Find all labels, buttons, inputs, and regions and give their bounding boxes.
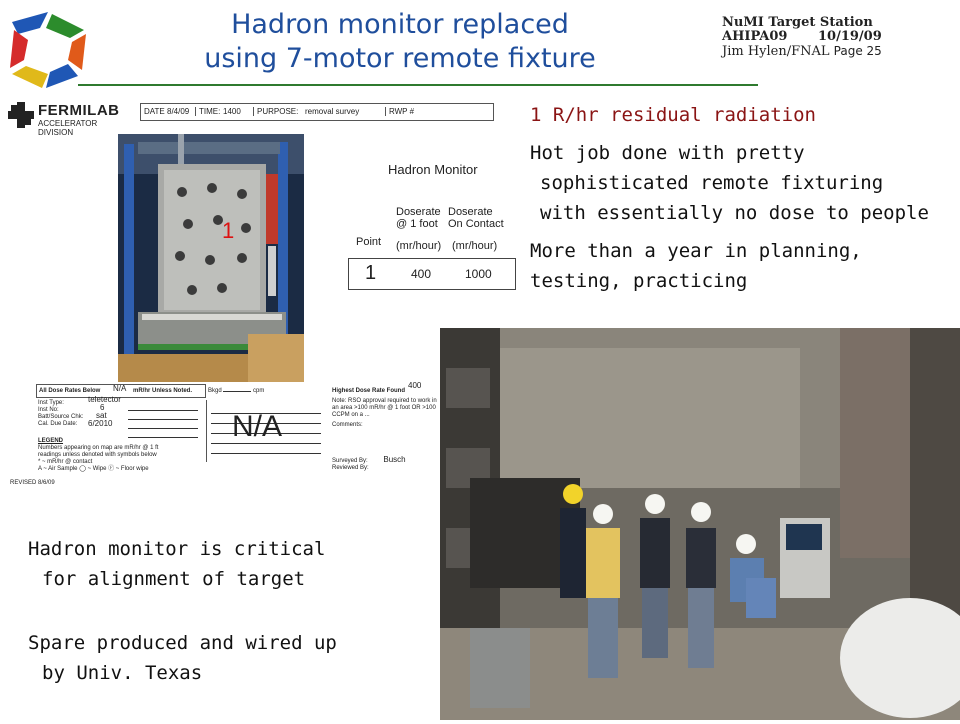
survey-col-headers	[356, 206, 516, 256]
survey-device-title: Hadron Monitor	[388, 162, 478, 177]
purpose-value: removal survey	[305, 107, 360, 116]
row-point: 1	[365, 262, 377, 284]
hw-teletector: teletector	[88, 395, 121, 404]
bottom-notes	[28, 534, 428, 722]
highest-label: Highest Dose Rate Found	[332, 388, 406, 394]
date-value: 8/4/09	[167, 107, 190, 116]
fermilab-name: FERMILAB	[38, 102, 120, 119]
date-label: DATE	[144, 107, 165, 116]
inst-type: Inst Type:	[38, 400, 64, 406]
bkgd-field	[208, 388, 264, 395]
bullet-hot-job-line-2: sophisticated remote fixturing	[540, 172, 884, 194]
bullet-list	[530, 100, 958, 304]
survey-header-row	[140, 103, 494, 121]
dose-rate-header: All Dose Rates Below	[39, 388, 101, 394]
bullet-planning-line-1: More than a year in planning,	[530, 240, 862, 262]
legend	[38, 438, 158, 473]
bkgd-label: Bkgd	[208, 388, 222, 394]
note-critical-line-1: Hadron monitor is critical	[28, 538, 326, 560]
rwp-label: RWP #	[385, 107, 414, 116]
header-date: 10/19/09	[818, 29, 882, 44]
bullet-hot-job	[530, 138, 958, 228]
survey-footer-form	[10, 381, 446, 500]
hw-date: 6/2010	[88, 419, 113, 428]
slide-title	[150, 8, 650, 76]
legend-label: LEGEND	[38, 438, 64, 444]
bullet-hot-job-line-3: with essentially no dose to people	[540, 202, 929, 224]
cal-due: Cal. Due Date:	[38, 421, 78, 427]
survey-row	[348, 258, 516, 290]
header-author: Jim Hylen/FNAL	[722, 44, 830, 59]
revised-date: REVISED 8/6/09	[10, 480, 55, 486]
col-contact-l3: (mr/hour)	[452, 240, 498, 252]
time-label: TIME:	[195, 107, 220, 116]
surveyor-name: Busch	[383, 455, 406, 464]
purpose-label: PURPOSE:	[253, 107, 298, 116]
title-underline	[78, 84, 758, 86]
col-point: Point	[356, 236, 382, 248]
reviewed-by-label: Reviewed By:	[332, 465, 369, 471]
signoff	[332, 456, 444, 472]
time-value: 1400	[223, 107, 241, 116]
hw-sat: sat	[96, 411, 107, 420]
bullet-hot-job-line-1: Hot job done with pretty	[530, 142, 805, 164]
legend-line-1: Numbers appearing on map are mR/hr @ 1 ft	[38, 445, 159, 451]
crew-photo	[440, 328, 960, 720]
legend-line-4: A ~ Air Sample ◯ ~ Wipe Ⓕ ~ Floor wipe	[38, 466, 149, 472]
fermilab-mark-icon	[8, 102, 34, 128]
fermilab-division	[38, 119, 97, 137]
row-contact: 1000	[465, 267, 492, 281]
header-line-2	[722, 30, 952, 44]
bullet-residual-radiation: 1 R/hr residual radiation	[530, 104, 816, 126]
row-foot: 400	[411, 267, 432, 281]
photo-point-marker: 1	[222, 218, 235, 243]
blank-lines	[128, 402, 198, 438]
rso-note: Note: RSO approval required to work in an area >100 mR/hr @ 1 foot OR >100 CCPM on a ...	[332, 398, 437, 418]
highest-value: 400	[408, 381, 422, 390]
inst-no: Inst No:	[38, 407, 59, 413]
instrument-labels	[38, 400, 83, 428]
division-line-1: ACCELERATOR	[38, 119, 98, 128]
comments-label: Comments:	[332, 422, 363, 428]
hadron-monitor-photo	[118, 134, 304, 382]
note-spare	[28, 628, 428, 688]
title-line-1: Hadron monitor replaced	[231, 9, 569, 40]
dose-rate-na: N/A	[113, 384, 127, 393]
page-number: Page 25	[833, 44, 882, 58]
header-conference: AHIPA09	[722, 29, 788, 44]
col-foot-l1: Doserate	[396, 206, 441, 218]
slide-header-info	[722, 16, 952, 59]
bullet-planning-line-2: testing, practicing	[530, 270, 748, 292]
note-critical	[28, 534, 428, 594]
division-line-2: DIVISION	[38, 128, 74, 137]
instrument-handwriting	[88, 396, 121, 428]
note-critical-line-2: for alignment of target	[42, 568, 306, 590]
dose-rate-units: mR/hr Unless Noted.	[133, 388, 193, 394]
surveyed-by-label: Surveyed By:	[332, 458, 368, 464]
note-spare-line-2: by Univ. Texas	[42, 662, 203, 684]
legend-line-2: readings unless denoted with symbols below	[38, 452, 157, 458]
batt-check: Batt/Source Chk:	[38, 414, 84, 420]
dose-rate-header-box	[36, 384, 206, 398]
header-line-3	[722, 44, 952, 59]
highest-dose-box	[332, 381, 444, 429]
numi-logo	[6, 8, 90, 92]
hw-number: 6	[100, 403, 105, 412]
col-contact-l1: Doserate	[448, 206, 493, 218]
title-line-2: using 7-motor remote fixture	[204, 43, 596, 74]
col-foot-l2: @ 1 foot	[396, 218, 438, 230]
note-spare-line-1: Spare produced and wired up	[28, 632, 337, 654]
na-handwritten: N/A	[232, 410, 283, 443]
col-foot-l3: (mr/hour)	[396, 240, 442, 252]
col-doserate-contact	[448, 206, 504, 230]
bullet-planning	[530, 236, 958, 296]
bkgd-cpm: cpm	[253, 388, 265, 394]
col-contact-l2: On Contact	[448, 218, 504, 230]
header-line-1: NuMI Target Station	[722, 15, 873, 30]
col-doserate-foot	[396, 206, 441, 230]
legend-line-3: * ~ mR/hr @ contact	[38, 459, 93, 465]
